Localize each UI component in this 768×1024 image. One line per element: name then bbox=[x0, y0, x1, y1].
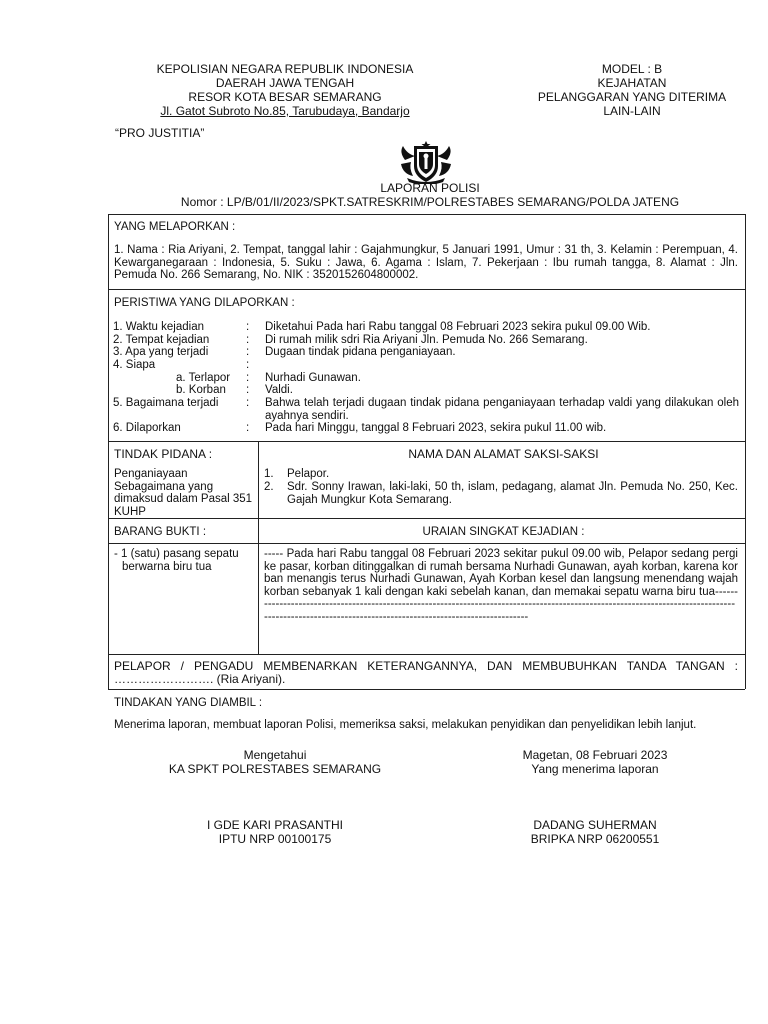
event-value: Pada hari Minggu, tanggal 8 Februari 2023, sekira pukul 11.00 wib. bbox=[265, 422, 607, 434]
event-colon: : bbox=[246, 397, 250, 409]
sign-left-name: I GDE KARI PRASANTHI bbox=[206, 818, 344, 832]
model-line-1: MODEL : B bbox=[601, 62, 663, 76]
sign-right-line-2: Yang menerima laporan bbox=[531, 762, 659, 776]
model-line-4: LAIN-LAIN bbox=[603, 104, 661, 118]
event-label: 3. Apa yang terjadi bbox=[113, 346, 209, 358]
action-heading: TINDAKAN YANG DIAMBIL : bbox=[114, 697, 263, 709]
reporter-heading: YANG MELAPORKAN : bbox=[114, 221, 236, 233]
witness-item: Sdr. Sonny Irawan, laki-laki, 50 th, islam, pedagang, alamat Jln. Pemuda No. 250, Kec. Gajah Mungkur Kota Semarang. bbox=[287, 481, 738, 506]
crime-heading: TINDAK PIDANA : bbox=[114, 447, 213, 461]
divider bbox=[108, 518, 745, 519]
sign-right-name: DADANG SUHERMAN bbox=[533, 818, 657, 832]
reporter-details: 1. Nama : Ria Ariyani, 2. Tempat, tanggal lahir : Gajahmungkur, 5 Januari 1991, Umur : 31 th, 3. Kelamin : Perempuan, 4. Kewarganegaraan : Indonesia, 5. Suku : Jawa, 6. Agama : Islam, 7. Pekerjaan : Ibu rumah tangga, 8. Alamat : Jln. Pemuda No. 266 Semarang, No. NIK : 3520152604800002. bbox=[114, 244, 738, 281]
divider bbox=[108, 289, 745, 290]
header-line-3: RESOR KOTA BESAR SEMARANG bbox=[188, 90, 382, 104]
signature-right bbox=[460, 748, 730, 776]
event-colon: : bbox=[246, 334, 250, 346]
witness-item: Pelapor. bbox=[287, 468, 330, 480]
event-label: 1. Waktu kejadian bbox=[113, 321, 204, 333]
event-label: 2. Tempat kejadian bbox=[113, 334, 210, 346]
pro-justitia: “PRO JUSTITIA” bbox=[115, 126, 205, 140]
signature-left-name bbox=[120, 818, 430, 846]
witness-number: 2. bbox=[264, 481, 274, 493]
border-right bbox=[745, 214, 746, 689]
header-institution bbox=[120, 62, 450, 118]
header-line-2: DAERAH JAWA TENGAH bbox=[215, 76, 355, 90]
signature-left bbox=[120, 748, 430, 776]
header-line-1: KEPOLISIAN NEGARA REPUBLIK INDONESIA bbox=[156, 62, 414, 76]
event-value: Nurhadi Gunawan. bbox=[265, 372, 361, 384]
chronology-text: ----- Pada hari Rabu tanggal 08 Februari 2023 sekitar pukul 09.00 wib, Pelapor sedang pergi ke pasar, korban ditinggalkan di rumah bersama Nurhadi Gunawan, ayah korban, karena korban menangis terus Nurhadi Gunawan, Ayah Korban kesel dan langsung menendang wajah korban sebanyak 1 kali dengan kaki sebelah kanan, dan memakai sepatu warna biru tua------------------------------------------------------------------------------------------------------------------------------------------------------------------------------------------------------ bbox=[264, 548, 738, 623]
event-colon: : bbox=[246, 321, 250, 333]
event-label: 5. Bagaimana terjadi bbox=[113, 397, 219, 409]
event-colon: : bbox=[246, 346, 250, 358]
chronology-heading: URAIAN SINGKAT KEJADIAN : bbox=[422, 526, 585, 538]
sign-right-line-1: Magetan, 08 Februari 2023 bbox=[522, 748, 668, 762]
signature-right-name bbox=[460, 818, 730, 846]
sign-right-rank: BRIPKA NRP 06200551 bbox=[530, 832, 660, 846]
sign-left-line-2: KA SPKT POLRESTABES SEMARANG bbox=[168, 762, 382, 776]
event-colon: : bbox=[246, 359, 250, 371]
reporter-statement: PELAPOR / PENGADU MEMBENARKAN KETERANGANNYA, DAN MEMBUBUHKAN TANDA TANGAN : ……………………. (Ria Ariyani). bbox=[114, 659, 738, 686]
event-colon: : bbox=[246, 422, 250, 434]
event-label: b. Korban bbox=[176, 384, 226, 396]
event-value: Diketahui Pada hari Rabu tanggal 08 Februari 2023 sekira pukul 09.00 Wib. bbox=[265, 321, 651, 333]
event-label: a. Terlapor bbox=[176, 372, 231, 384]
action-text: Menerima laporan, membuat laporan Polisi, memeriksa saksi, melakukan penyidikan dan penyelidikan lebih lanjut. bbox=[114, 719, 697, 731]
event-value: Bahwa telah terjadi dugaan tindak pidana penganiayaan terhadap valdi yang dilakukan oleh ayahnya sendiri. bbox=[265, 397, 739, 422]
header-address: Jl. Gatot Subroto No.85, Tarubudaya, Bandarjo bbox=[160, 104, 410, 118]
evidence-heading: BARANG BUKTI : bbox=[114, 526, 207, 538]
event-value: Dugaan tindak pidana penganiayaan. bbox=[265, 346, 456, 358]
divider bbox=[108, 543, 745, 544]
border-left bbox=[108, 214, 109, 689]
model-line-3: PELANGGARAN YANG DITERIMA bbox=[537, 90, 727, 104]
polri-emblem-icon bbox=[397, 140, 455, 184]
event-label: 6. Dilaporkan bbox=[113, 422, 181, 434]
sign-left-rank: IPTU NRP 00100175 bbox=[218, 832, 332, 846]
report-number: Nomor : LP/B/01/II/2023/SPKT.SATRESKRIM/POLRESTABES SEMARANG/POLDA JATENG bbox=[180, 195, 680, 209]
report-title: LAPORAN POLISI bbox=[380, 181, 480, 195]
divider bbox=[108, 214, 745, 215]
event-heading: PERISTIWA YANG DILAPORKAN : bbox=[114, 297, 295, 309]
witnesses-heading: NAMA DAN ALAMAT SAKSI-SAKSI bbox=[408, 447, 599, 461]
column-divider bbox=[258, 441, 259, 654]
sign-left-line-1: Mengetahui bbox=[243, 748, 307, 762]
divider bbox=[108, 441, 745, 442]
divider bbox=[108, 654, 745, 655]
header-model bbox=[520, 62, 744, 118]
event-value: Di rumah milik sdri Ria Ariyani Jln. Pemuda No. 266 Semarang. bbox=[265, 334, 588, 346]
witness-number: 1. bbox=[264, 468, 274, 480]
model-line-2: KEJAHATAN bbox=[597, 76, 667, 90]
divider bbox=[108, 689, 745, 690]
event-colon: : bbox=[246, 372, 250, 384]
event-label: 4. Siapa bbox=[113, 359, 156, 371]
event-value: Valdi. bbox=[265, 384, 293, 396]
crime-article: Penganiayaan Sebagaimana yang dimaksud dalam Pasal 351 KUHP bbox=[114, 468, 253, 518]
evidence-item: - 1 (satu) pasang sepatu berwarna biru tua bbox=[114, 548, 239, 573]
event-colon: : bbox=[246, 384, 250, 396]
